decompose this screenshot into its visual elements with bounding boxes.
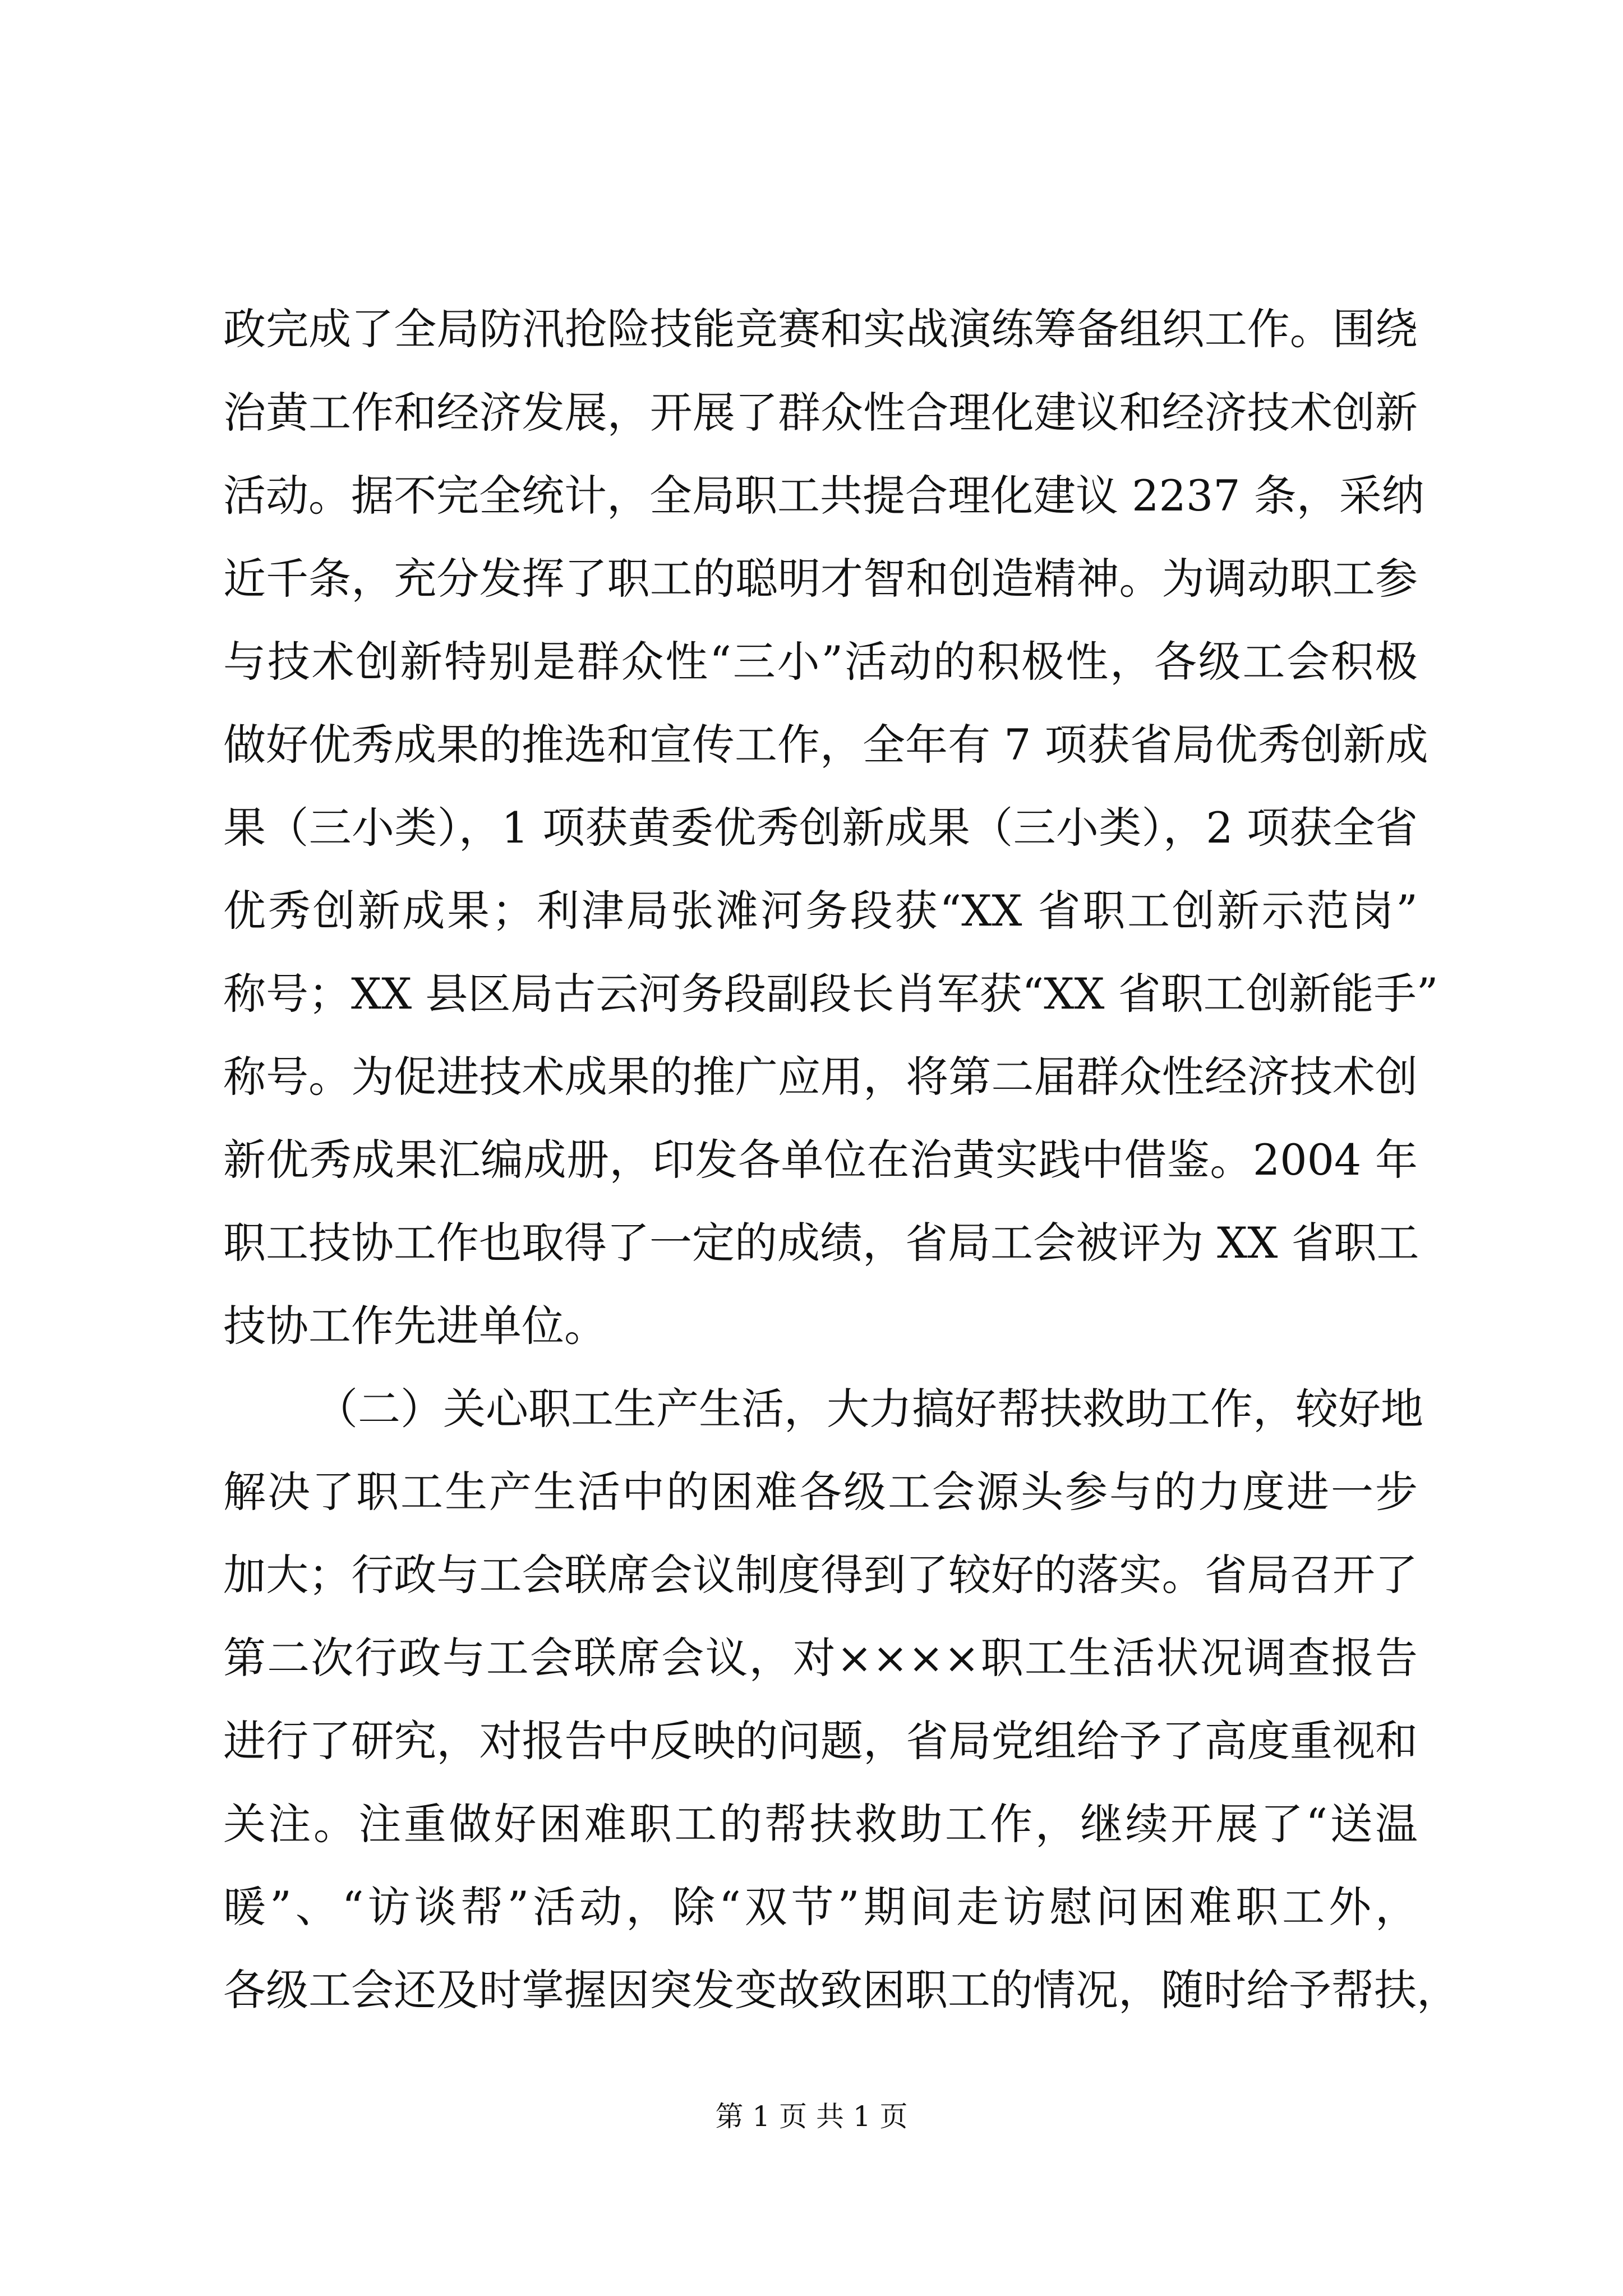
paragraph-line-16: 加大；行政与工会联席会议制度得到了较好的落实。省局召开了 (223, 1550, 1418, 1600)
paragraph-line-4: 近千条，充分发挥了职工的聪明才智和创造精神。为调动职工参 (223, 554, 1418, 604)
paragraph-line-2: 治黄工作和经济发展，开展了群众性合理化建议和经济技术创新 (223, 388, 1418, 438)
paragraph-line-15: 解决了职工生产生活中的困难各级工会源头参与的力度进一步 (223, 1467, 1418, 1517)
paragraph-line-17: 第二次行政与工会联席会议，对××××职工生活状况调查报告 (223, 1633, 1418, 1683)
paragraph-line-7: 果（三小类），1 项获黄委优秀创新成果（三小类），2 项获全省 (223, 803, 1418, 853)
paragraph-line-5: 与技术创新特别是群众性“三小”活动的积极性，各级工会积极 (223, 637, 1418, 687)
paragraph-line-1: 政完成了全局防汛抢险技能竞赛和实战演练筹备组织工作。围绕 (223, 304, 1418, 354)
paragraph-line-11: 新优秀成果汇编成册，印发各单位在治黄实践中借鉴。2004 年 (223, 1135, 1418, 1185)
paragraph-line-19: 关注。注重做好困难职工的帮扶救助工作，继续开展了“送温 (223, 1799, 1418, 1849)
paragraph-line-12: 职工技协工作也取得了一定的成绩，省局工会被评为 XX 省职工 (223, 1218, 1419, 1268)
page-footer: 第 1 页 共 1 页 (715, 2100, 908, 2133)
paragraph-line-3: 活动。据不完全统计，全局职工共提合理化建议 2237 条，采纳 (223, 471, 1424, 521)
paragraph-line-13: 技协工作先进单位。 (223, 1301, 607, 1351)
paragraph-line-10: 称号。为促进技术成果的推广应用，将第二届群众性经济技术创 (223, 1052, 1418, 1102)
paragraph-line-20: 暖”、“访谈帮”活动，除“双节”期间走访慰问困难职工外， (223, 1882, 1418, 1932)
paragraph-line-8: 优秀创新成果；利津局张滩河务段获“XX 省职工创新示范岗” (223, 886, 1418, 936)
paragraph-line-21: 各级工会还及时掌握因突发变故致困职工的情况，随时给予帮扶， (223, 1965, 1459, 2015)
paragraph-line-9: 称号；XX 县区局古云河务段副段长肖军获“XX 省职工创新能手” (223, 969, 1438, 1019)
paragraph-line-18: 进行了研究，对报告中反映的问题，省局党组给予了高度重视和 (223, 1716, 1418, 1766)
paragraph-line-6: 做好优秀成果的推选和宣传工作，全年有 7 项获省局优秀创新成 (223, 720, 1428, 770)
paragraph-line-14: （二）关心职工生产生活，大力搞好帮扶救助工作，较好地 (315, 1384, 1423, 1434)
